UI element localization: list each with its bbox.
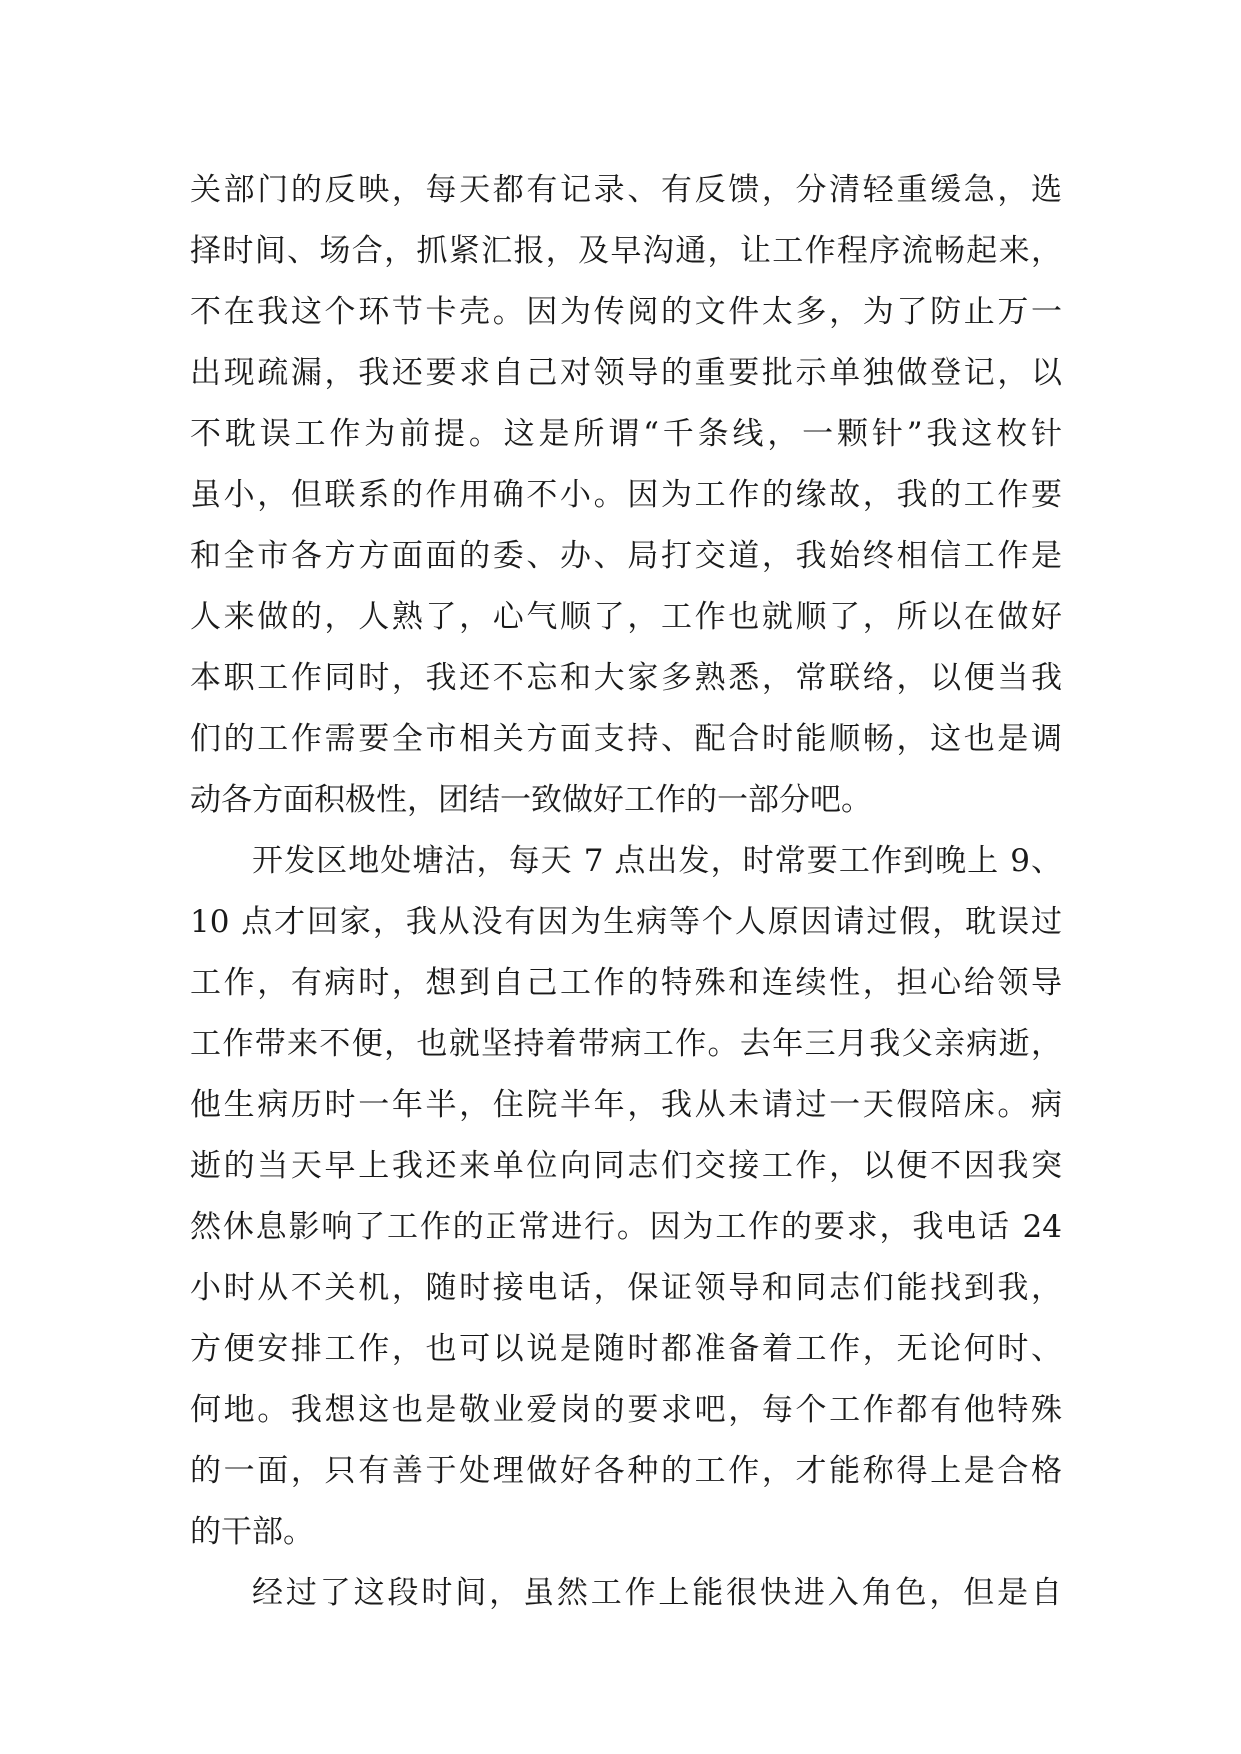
- paragraph-2-line-1: 开发区地处塘沽，每天 7 点出发，时常要工作到晚上 9、: [252, 843, 1062, 879]
- paragraph-1-line-9: 本职工作同时，我还不忘和大家多熟悉，常联络，以便当我: [190, 660, 1062, 696]
- paragraph-2-line-11: 的一面，只有善于处理做好各种的工作，才能称得上是合格: [190, 1453, 1062, 1489]
- paragraph-2-line-12: 的干部。: [190, 1514, 314, 1550]
- paragraph-2-line-10: 何地。我想这也是敬业爱岗的要求吧，每个工作都有他特殊: [190, 1392, 1062, 1428]
- paragraph-3-line-1: 经过了这段时间，虽然工作上能很快进入角色，但是自: [252, 1575, 1062, 1611]
- paragraph-2-line-5: 他生病历时一年半，住院半年，我从未请过一天假陪床。病: [190, 1087, 1062, 1123]
- paragraph-1-line-5: 不耽误工作为前提。这是所谓“千条线，一颗针”我这枚针: [190, 416, 1062, 452]
- paragraph-1-line-3: 不在我这个环节卡壳。因为传阅的文件太多，为了防止万一: [190, 294, 1062, 330]
- paragraph-1-line-2: 择时间、场合，抓紧汇报，及早沟通，让工作程序流畅起来，: [190, 233, 1062, 269]
- paragraph-2-line-3: 工作，有病时，想到自己工作的特殊和连续性，担心给领导: [190, 965, 1062, 1001]
- paragraph-2-line-7: 然休息影响了工作的正常进行。因为工作的要求，我电话 24: [190, 1209, 1062, 1245]
- paragraph-2-line-4: 工作带来不便，也就坚持着带病工作。去年三月我父亲病逝，: [190, 1026, 1062, 1062]
- paragraph-2-line-8: 小时从不关机，随时接电话，保证领导和同志们能找到我，: [190, 1270, 1062, 1306]
- paragraph-1-line-11: 动各方面积极性，团结一致做好工作的一部分吧。: [190, 782, 872, 818]
- paragraph-1-line-7: 和全市各方方面面的委、办、局打交道，我始终相信工作是: [190, 538, 1062, 574]
- document-body: [190, 160, 1062, 1624]
- paragraph-2-line-9: 方便安排工作，也可以说是随时都准备着工作，无论何时、: [190, 1331, 1062, 1367]
- paragraph-1-line-6: 虽小，但联系的作用确不小。因为工作的缘故，我的工作要: [190, 477, 1062, 513]
- paragraph-1-line-4: 出现疏漏，我还要求自己对领导的重要批示单独做登记，以: [190, 355, 1062, 391]
- paragraph-2-line-6: 逝的当天早上我还来单位向同志们交接工作，以便不因我突: [190, 1148, 1062, 1184]
- paragraph-1-line-1: 关部门的反映，每天都有记录、有反馈，分清轻重缓急，选: [190, 172, 1062, 208]
- paragraph-1-line-10: 们的工作需要全市相关方面支持、配合时能顺畅，这也是调: [190, 721, 1062, 757]
- paragraph-2-line-2: 10 点才回家，我从没有因为生病等个人原因请过假，耽误过: [190, 904, 1062, 940]
- paragraph-1-line-8: 人来做的，人熟了，心气顺了，工作也就顺了，所以在做好: [190, 599, 1062, 635]
